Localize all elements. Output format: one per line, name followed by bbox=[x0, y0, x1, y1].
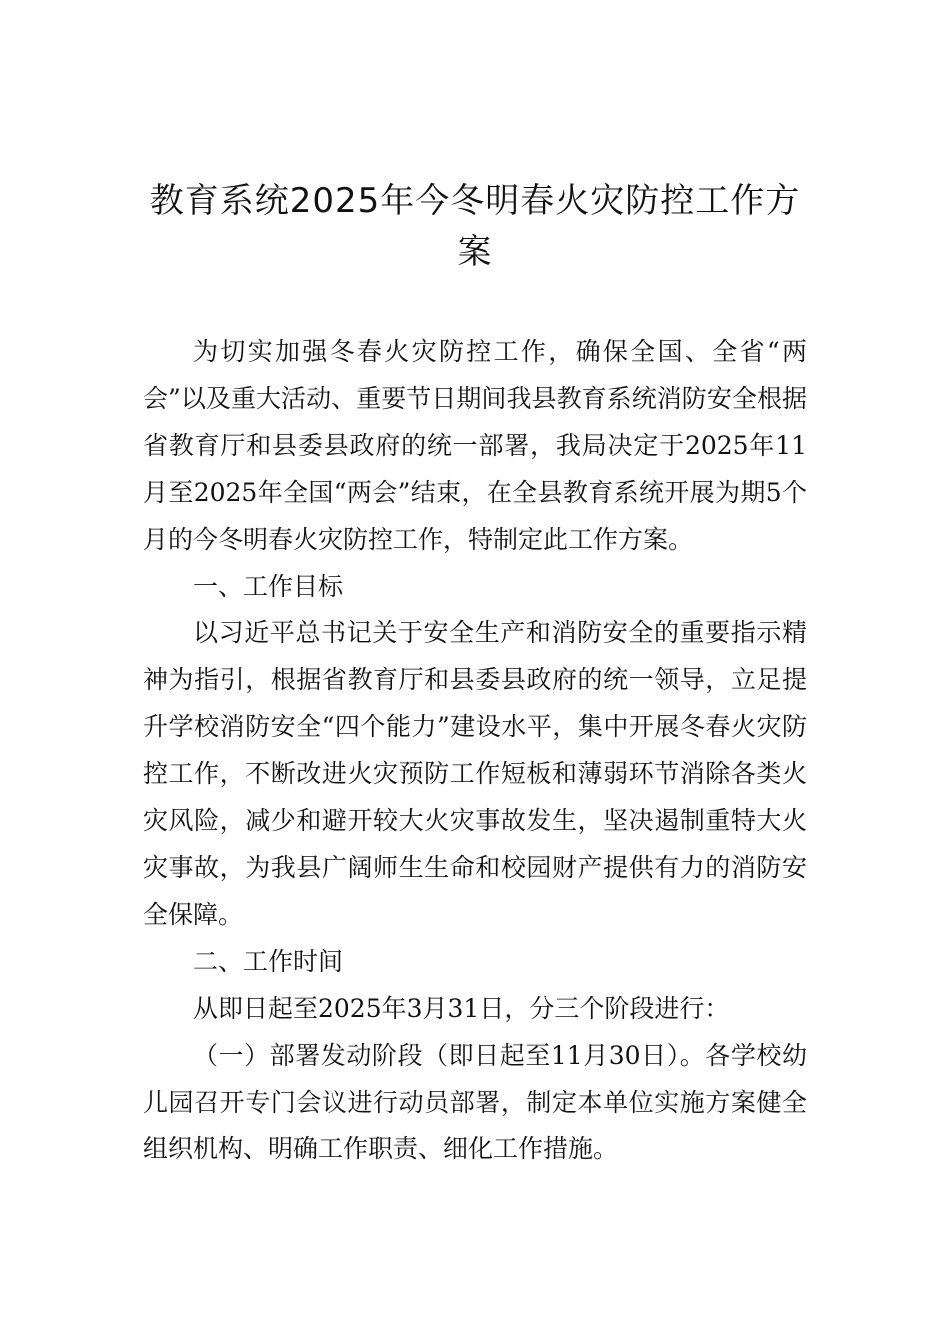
document-title: 教育系统2025年今冬明春火灾防控工作方案 bbox=[149, 181, 801, 272]
paragraph-goals: 以习近平总书记关于安全生产和消防安全的重要指示精神为指引，根据省教育厅和县委县政府的统一领导，立足提升学校消防安全“四个能力”建设水平，集中开展冬春火灾防控工作，不断改进火灾预防工作短板和薄弱环节消除各类火灾风险，减少和避开较大火灾事故发生，坚决遏制重特大火灾事故，为我县广阔师生生命和校园财产提供有力的消防安全保障。 bbox=[143, 618, 807, 929]
paragraph-time: 从即日起至2025年3月31日，分三个阶段进行： bbox=[193, 993, 730, 1023]
section-heading-time: 二、工作时间 bbox=[193, 946, 344, 976]
section-heading-goals: 一、工作目标 bbox=[193, 571, 344, 601]
paragraph-intro: 为切实加强冬春火灾防控工作，确保全国、全省“两会”以及重大活动、重要节日期间我县教育系统消防安全根据省教育厅和县委县政府的统一部署，我局决定于2025年11月至2025年全国“两会”结束，在全县教育系统开展为期5个月的今冬明春火灾防控工作，特制定此工作方案。 bbox=[143, 337, 807, 554]
paragraph-phase-one: （一）部署发动阶段（即日起至11月30日）。各学校幼儿园召开专门会议进行动员部署，制定本单位实施方案健全组织机构、明确工作职责、细化工作措施。 bbox=[143, 1040, 807, 1164]
document-body bbox=[143, 329, 807, 1173]
